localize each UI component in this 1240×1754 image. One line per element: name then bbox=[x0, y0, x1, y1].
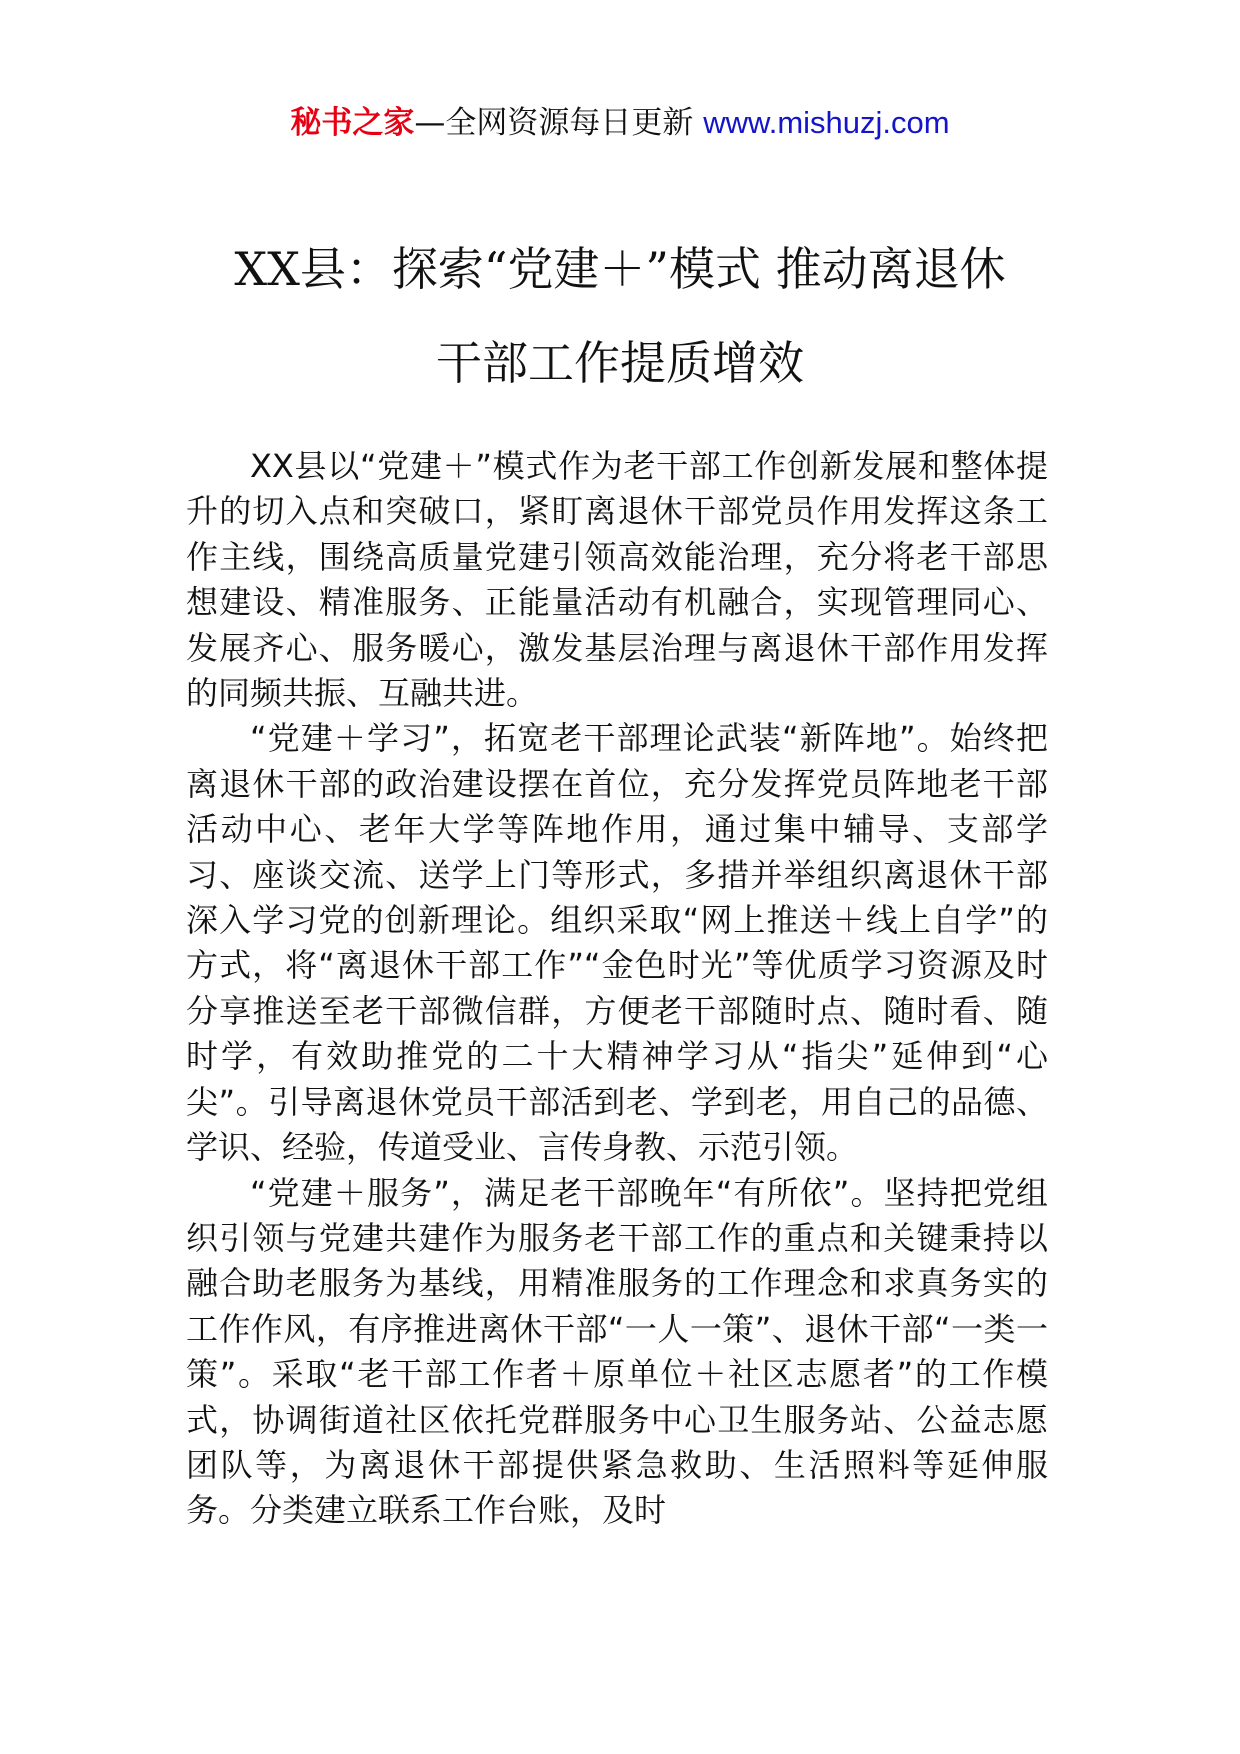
document-title bbox=[150, 222, 1090, 410]
document-body bbox=[186, 444, 1048, 1534]
brand-name: 秘书之家 bbox=[290, 105, 415, 141]
paragraph-service: “党建＋服务”，满足老干部晚年“有所依”。坚持把党组织引领与党建共建作为服务老干部工作的重点和关键秉持以融合助老服务为基线，用精准服务的工作理念和求真务实的工作作风，有序推进离休干部“一人一策”、退休干部“一类一策”。采取“老干部工作者＋原单位＋社区志愿者”的工作模式，协调街道社区依托党群服务中心卫生服务站、公益志愿团队等，为离退休干部提供紧急救助、生活照料等延伸服务。分类建立联系工作台账，及时 bbox=[186, 1173, 1048, 1530]
site-url-link[interactable]: www.mishuzj.com bbox=[703, 105, 950, 140]
paragraph-intro: XX县以“党建＋”模式作为老干部工作创新发展和整体提升的切入点和突破口，紧盯离退休干部党员作用发挥这条工作主线，围绕高质量党建引领高效能治理，充分将老干部思想建设、精准服务、正能量活动有机融合，实现管理同心、发展齐心、服务暖心，激发基层治理与离退休干部作用发挥的同频共振、互融共进。 bbox=[186, 447, 1048, 713]
header-slogan: —全网资源每日更新 bbox=[414, 105, 694, 141]
title-line-2: 干部工作提质增效 bbox=[436, 336, 804, 390]
title-line-1: XX县：探索“党建＋”模式 推动离退休 bbox=[234, 242, 1006, 296]
site-header bbox=[0, 100, 1240, 146]
paragraph-study: “党建＋学习”，拓宽老干部理论武装“新阵地”。始终把离退休干部的政治建设摆在首位，充分发挥党员阵地老干部活动中心、老年大学等阵地作用，通过集中辅导、支部学习、座谈交流、送学上门等形式，多措并举组织离退休干部深入学习党的创新理论。组织采取“网上推送＋线上自学”的方式，将“离退休干部工作”“金色时光”等优质学习资源及时分享推送至老干部微信群，方便老干部随时点、随时看、随时学，有效助推党的二十大精神学习从“指尖”延伸到“心尖”。引导离退休党员干部活到老、学到老，用自己的品德、学识、经验，传道受业、言传身教、示范引领。 bbox=[186, 719, 1048, 1167]
